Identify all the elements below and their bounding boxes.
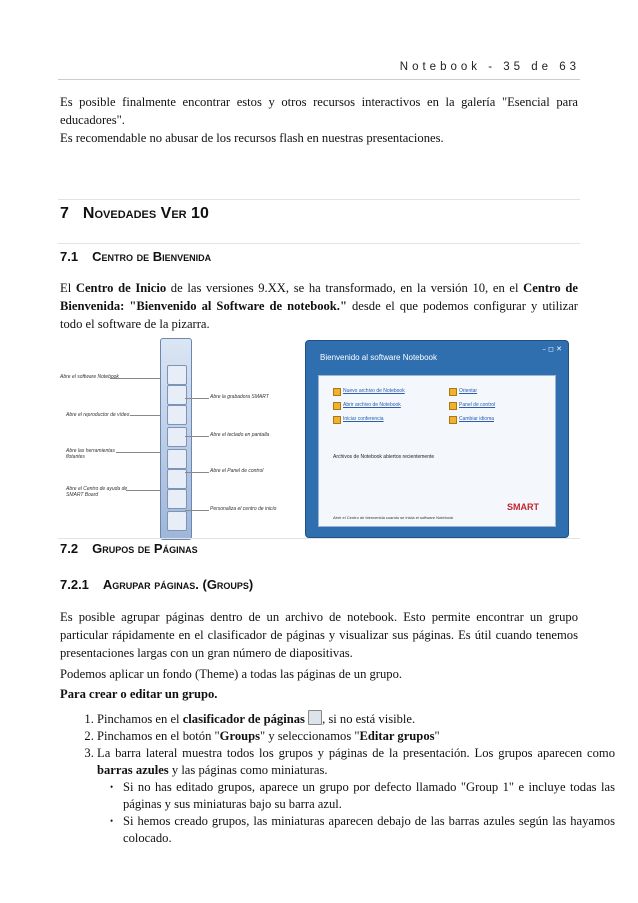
section-title: Novedades Ver 10 (82, 205, 209, 222)
text-run: desde el que podemos configurar y utilizar todo el software de la pizarra. (60, 299, 578, 331)
label-video: Abre el reproductor de vídeo (66, 412, 130, 418)
section-7-heading (60, 205, 209, 223)
bullet-item: • Si no has editado grupos, aparece un grupo por defecto llamado "Group 1" e incluye todas las páginas y sus miniaturas bajo su barra azul. (123, 779, 615, 813)
section-number: 7.2.1 (60, 577, 89, 592)
callout-line (116, 452, 160, 453)
section-7-1-heading (60, 249, 211, 264)
label-keyboard: Abre el teclado en pantalla (210, 432, 270, 438)
step-1 (97, 710, 615, 728)
step-2 (97, 728, 615, 745)
window-title: Bienvenido al software Notebook (320, 353, 437, 362)
window-controls: – ◻ ✕ (542, 345, 562, 353)
text-run: Pinchamos en el (97, 712, 183, 726)
language-icon (449, 416, 457, 424)
text-run: , si no está visible. (322, 712, 416, 726)
label-custom: Personaliza el centro de inicio (210, 506, 277, 512)
callout-line (126, 490, 160, 491)
bold-run: Groups (219, 729, 261, 743)
section-title: Grupos de Páginas (92, 541, 198, 556)
smart-logo: SMART (507, 502, 539, 512)
recent-files-label: Archivos de Notebook abiertos recientemente (333, 454, 435, 460)
text-run: El (60, 281, 76, 295)
link-conference: Iniciar conferencia (343, 416, 384, 422)
intro-paragraph-2: Es recomendable no abusar de los recursos flash en nuestras presentaciones. (60, 131, 444, 145)
section-7-2-1-paragraph-1: Es posible agrupar páginas dentro de un archivo de notebook. Esto permite encontrar un grupo particular rápidamente en el clasificador de páginas y visualizar sus páginas. Es útil cuando tenemos presentaciones largas con un gran número de diapositivas. (60, 610, 578, 660)
bold-run: Centro de Inicio (75, 281, 167, 295)
header-label: Notebook - 35 de 63 (399, 61, 580, 73)
conference-icon (333, 416, 341, 424)
welcome-window (305, 340, 569, 538)
tools-icon (167, 449, 187, 469)
control-icon (449, 402, 457, 410)
label-control: Abre el Panel de control (210, 468, 264, 474)
link-open-file: Abrir archivo de Notebook (343, 402, 401, 408)
orient-icon (449, 388, 457, 396)
section-7-2-1-paragraph-2: Podemos aplicar un fondo (Theme) a todas las páginas de un grupo. (60, 667, 403, 681)
callout-line (185, 510, 209, 511)
steps-list (60, 710, 615, 847)
section-number: 7.2 (60, 541, 79, 556)
header-rule (58, 79, 580, 80)
text-run: " y seleccionamos " (260, 729, 360, 743)
label-software: Abre el software Notebook (60, 374, 119, 380)
callout-line (185, 472, 209, 473)
text-run: La barra lateral muestra todos los grupos y páginas de la presentación. Los grupos aparecen como (97, 746, 615, 760)
window-panel (318, 375, 556, 527)
section-number: 7.1 (60, 249, 79, 264)
control-panel-icon (167, 469, 187, 489)
link-new-file: Nuevo archivo de Notebook (343, 388, 405, 394)
open-file-icon (333, 402, 341, 410)
welcome-center-screenshot (60, 330, 578, 538)
text-run: de las versiones 9.XX, se ha transformado, en la versión 10, en el (166, 281, 524, 295)
startup-checkbox-label: Abrir el Centro de bienvenida cuando se inicia el software Notebook (333, 515, 454, 520)
help-icon (167, 489, 187, 509)
link-language: Cambiar idioma (459, 416, 495, 422)
intro-paragraph-1: Es posible finalmente encontrar estos y otros recursos interactivos en la galería "Esencial para educadores". (60, 95, 578, 127)
more-icon (167, 511, 187, 531)
keyboard-icon (167, 427, 187, 447)
bullet-item: • Si hemos creado grupos, las miniaturas aparecen debajo de las barras azules según las hayamos colocado. (123, 813, 615, 847)
recorder-icon (167, 385, 187, 405)
bold-run: barras azules (97, 763, 169, 777)
section-rule (58, 243, 580, 244)
section-title: Centro de Bienvenida (92, 249, 212, 264)
label-help: Abre el Centro de ayuda de SMART Board (66, 486, 128, 498)
step-3-bullets (97, 779, 615, 847)
page-sorter-icon (308, 710, 322, 725)
page-header (400, 61, 580, 73)
callout-line (110, 378, 160, 379)
step-3 (97, 745, 615, 847)
notebook-icon (167, 365, 187, 385)
section-rule (58, 199, 580, 200)
video-icon (167, 405, 187, 425)
callout-line (130, 415, 160, 416)
new-file-icon (333, 388, 341, 396)
callout-line (185, 398, 209, 399)
label-tools: Abre las herramientas flotantes (66, 448, 115, 460)
bold-run: Editar grupos (359, 729, 435, 743)
section-title: Agrupar páginas. (Groups) (102, 577, 254, 592)
section-rule (58, 538, 580, 539)
bold-run: Centro de Bienvenida: "Bienvenido al Software de notebook." (60, 281, 578, 313)
section-7-2-1-heading (60, 577, 253, 592)
text-run: " (434, 729, 440, 743)
link-orient: Orientar (459, 388, 478, 394)
section-7-1-paragraph (60, 279, 578, 333)
section-7-2-heading (60, 541, 198, 556)
callout-line (185, 436, 209, 437)
section-number: 7 (60, 205, 69, 222)
text-run: y las páginas como miniaturas. (168, 763, 328, 777)
bold-run: clasificador de páginas (182, 712, 305, 726)
link-control: Panel de control (459, 402, 496, 408)
label-recorder: Abre la grabadora SMART (210, 394, 269, 400)
section-7-2-1-paragraph-3: Para crear o editar un grupo. (60, 687, 218, 701)
text-run: Pinchamos en el botón " (97, 729, 220, 743)
